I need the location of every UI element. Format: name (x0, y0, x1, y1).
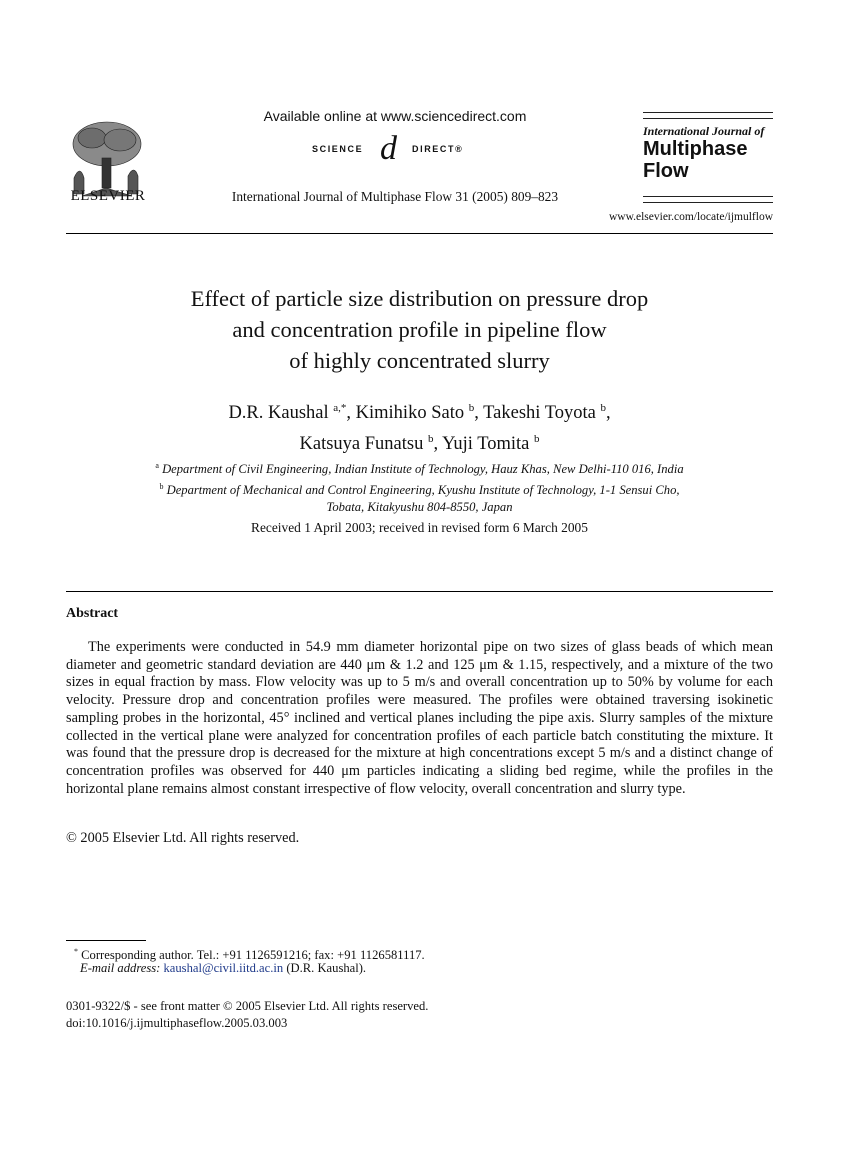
publisher-name: ELSEVIER (70, 188, 146, 204)
journal-logo-big (643, 138, 793, 182)
author-line-2 (66, 426, 773, 457)
corresponding-text: Corresponding author. Tel.: +91 1126591216; fax: +91 1126581117. (81, 948, 425, 962)
sd-at-icon: d (380, 130, 397, 167)
header-divider (66, 233, 773, 234)
issn-line: 0301-9322/$ - see front matter © 2005 Elsevier Ltd. All rights reserved. (66, 999, 429, 1013)
affiliations (66, 457, 773, 516)
journal-url[interactable]: www.elsevier.com/locate/ijmulflow (608, 211, 773, 223)
email-label: E-mail address: (80, 961, 161, 975)
sd-left-text: SCIENCE (312, 144, 364, 154)
author-affil-mark: b (468, 402, 475, 414)
journal-logo-line1: Multiphase (643, 138, 748, 160)
sciencedirect-logo (300, 130, 490, 169)
abstract-divider (66, 591, 773, 592)
author-name: Katsuya Funatsu (299, 434, 424, 454)
author-affil-mark: b (533, 433, 540, 445)
affiliation (66, 478, 773, 499)
article-title (66, 283, 773, 376)
author-sep: , (605, 403, 611, 423)
journal-citation: International Journal of Multiphase Flow 31 (2005) 809–823 (231, 189, 559, 204)
journal-logo-line2: Flow (643, 160, 689, 182)
sd-right-text: DIRECT® (412, 144, 464, 154)
journal-logo-rule-top (643, 112, 773, 119)
abstract-body: The experiments were conducted in 54.9 mm diameter horizontal pipe on two sizes of glass beads of which mean diameter and geometric standard deviation are 440 μm & 1.2 and 125 μm & 1.15, respectively, and a mixture of the two sizes in equal fraction by mass. Flow velocity was up to 5 m/s and overall concentration up to 50% by volume for each velocity. Pressure drop and concentration profiles were measured. The profiles were obtained traversing isokinetic sampling probes in the horizontal, 45° inclined and vertical planes including the pipe axis. Slurry samples of the mixture collected in the vertical plane were analyzed for concentration profiles of each particle batch constituting the mixture. It was found that the pressure drop is decreased for the mixture at high concentrations except 5 m/s and a distinct change of concentration profiles was observed for 440 μm particles indicating a sliding bed regime, while the profiles in the horizontal plane remains almost constant irrespective of flow velocity, overall concentration and slurry type. (66, 639, 773, 797)
affil-mark: b (159, 482, 164, 491)
author-list (66, 395, 773, 457)
title-line: of highly concentrated slurry (289, 348, 550, 373)
journal-logo-rule-bottom (643, 196, 773, 203)
author-name: Takeshi Toyota (483, 403, 596, 423)
author-affil-mark: a,* (333, 402, 347, 414)
author-affil-mark: b (600, 402, 606, 414)
author-affil-mark: b (427, 433, 434, 445)
affil-text: Department of Civil Engineering, Indian Institute of Technology, Hauz Khas, New Delhi-110 016, India (162, 462, 684, 476)
footnote-rule (66, 940, 146, 941)
abstract-heading: Abstract (66, 606, 119, 621)
author-sep: , (474, 403, 484, 423)
affil-mark: a (155, 461, 159, 470)
available-online: Available online at www.sciencedirect.com (263, 108, 527, 124)
affil-text: Tobata, Kitakyushu 804-8550, Japan (326, 500, 513, 514)
author-name: Yuji Tomita (442, 434, 530, 454)
author-name: D.R. Kaushal (228, 403, 329, 423)
affiliation (66, 457, 773, 478)
email-link[interactable]: kaushal@civil.iitd.ac.in (163, 961, 284, 975)
author-name: Kimihiko Sato (355, 403, 465, 423)
title-line: and concentration profile in pipeline flow (232, 317, 607, 342)
author-sep: , (433, 434, 443, 454)
footnote-mark: * (74, 947, 78, 956)
doi-line[interactable]: doi:10.1016/j.ijmultiphaseflow.2005.03.003 (66, 1016, 288, 1030)
affil-text: Department of Mechanical and Control Engineering, Kyushu Institute of Technology, 1-1 Sensui Cho, (166, 483, 680, 497)
affiliation (66, 499, 773, 516)
email-suffix: (D.R. Kaushal). (286, 961, 367, 975)
author-sep: , (346, 403, 356, 423)
abstract-copyright: © 2005 Elsevier Ltd. All rights reserved. (66, 830, 300, 846)
journal-logo-small: International Journal of (643, 124, 765, 138)
title-line: Effect of particle size distribution on pressure drop (190, 286, 649, 311)
received-dates: Received 1 April 2003; received in revised form 6 March 2005 (251, 520, 588, 535)
email-note (80, 960, 780, 977)
author-line-1 (66, 395, 773, 426)
